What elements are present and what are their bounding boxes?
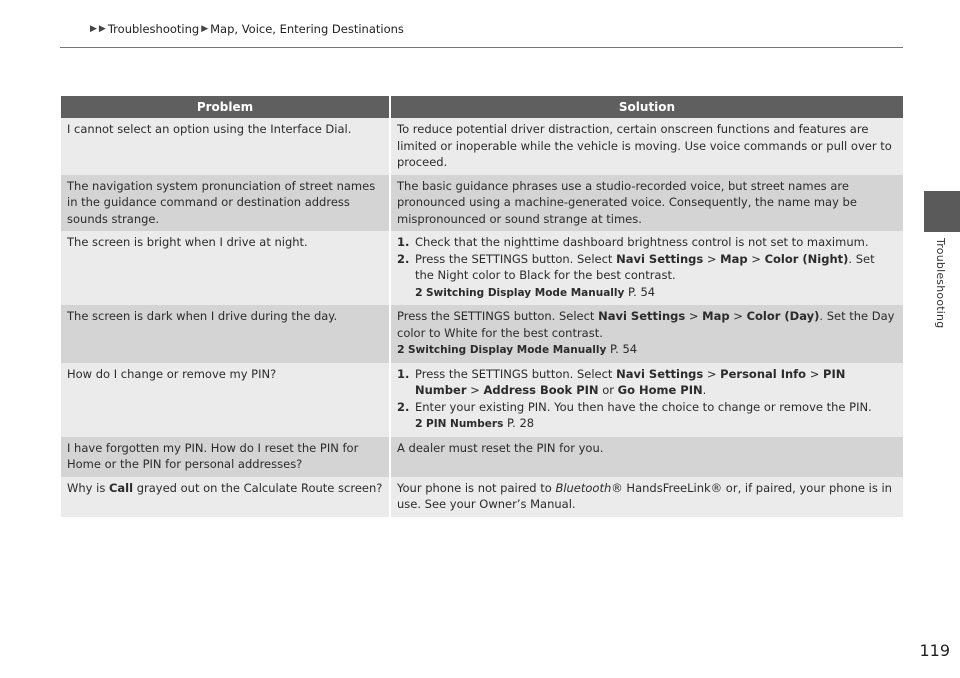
column-header-problem: Problem	[61, 96, 390, 118]
problem-cell: I cannot select an option using the Interface Dial.	[61, 118, 390, 175]
solution-cell	[390, 363, 903, 437]
solution-cell	[390, 231, 903, 305]
solution-text: Press the SETTINGS button. Select Navi Settings > Map > Color (Day). Set the Day color to White for the best contrast.	[397, 309, 895, 340]
solution-step	[397, 251, 897, 284]
step-text: Press the SETTINGS button. Select Navi Settings > Map > Color (Night). Set the Night color to Black for the best contrast.	[415, 251, 875, 282]
table-row	[61, 305, 903, 363]
table-header-row	[61, 96, 903, 118]
reference-page: P. 54	[606, 342, 638, 356]
solution-step	[397, 234, 897, 251]
solution-cell: To reduce potential driver distraction, certain onscreen functions and features are limited or inoperable while the vehicle is moving. Use voice commands or pull over to proceed.	[390, 118, 903, 175]
reference-arrow-icon: 2	[397, 343, 405, 356]
cross-reference-link[interactable]	[397, 341, 897, 359]
breadcrumb-arrow-icon: ▶	[201, 24, 209, 34]
column-header-solution: Solution	[390, 96, 903, 118]
solution-step	[397, 366, 897, 399]
step-number: 2.	[397, 251, 410, 266]
problem-cell: I have forgotten my PIN. How do I reset the PIN for Home or the PIN for personal addresses?	[61, 437, 390, 477]
reference-page: P. 28	[503, 416, 535, 430]
problem-cell: The screen is dark when I drive during the day.	[61, 305, 390, 363]
solution-cell: A dealer must reset the PIN for you.	[390, 437, 903, 477]
solution-step	[397, 399, 897, 416]
section-tab-label: Troubleshooting	[934, 238, 947, 329]
table-row	[61, 175, 903, 232]
problem-cell: How do I change or remove my PIN?	[61, 363, 390, 437]
breadcrumb-arrow-icon: ▶	[98, 24, 106, 34]
step-number: 1.	[397, 366, 410, 381]
table-row	[61, 363, 903, 437]
reference-title: Switching Display Mode Manually	[426, 286, 625, 299]
breadcrumb-section: Troubleshooting	[107, 22, 200, 36]
solution-cell: The basic guidance phrases use a studio-recorded voice, but street names are pronounced using a machine-generated voice. Consequently, the name may be mispronounced or sound strange at times.	[390, 175, 903, 232]
problem-cell: The navigation system pronunciation of street names in the guidance command or destination address sounds strange.	[61, 175, 390, 232]
table-row	[61, 118, 903, 175]
table-row	[61, 437, 903, 477]
table-row	[61, 477, 903, 517]
step-text: Press the SETTINGS button. Select Navi Settings > Personal Info > PIN Number > Address Book PIN or Go Home PIN.	[415, 366, 846, 397]
reference-page: P. 54	[624, 284, 656, 299]
page-number: 119	[919, 641, 950, 660]
step-text: Check that the nighttime dashboard brightness control is not set to maximum.	[415, 235, 869, 249]
step-text: Enter your existing PIN. You then have the choice to change or remove the PIN.	[415, 399, 872, 414]
cross-reference-link[interactable]	[397, 415, 897, 433]
step-number: 1.	[397, 235, 410, 249]
table-row	[61, 231, 903, 305]
solution-cell	[390, 305, 903, 363]
problem-cell: Why is Call grayed out on the Calculate Route screen?	[61, 477, 390, 517]
breadcrumb	[90, 22, 404, 36]
step-number: 2.	[397, 399, 410, 414]
problem-cell: The screen is bright when I drive at night.	[61, 231, 390, 305]
breadcrumb-topic: Map, Voice, Entering Destinations	[210, 22, 404, 36]
reference-title: Switching Display Mode Manually	[408, 344, 607, 356]
breadcrumb-arrow-icon: ▶	[90, 24, 97, 34]
reference-title: PIN Numbers	[426, 418, 504, 430]
section-tab	[924, 191, 960, 232]
cross-reference-link[interactable]	[397, 284, 897, 302]
header-rule	[60, 47, 903, 48]
solution-cell: Your phone is not paired to Bluetooth® HandsFreeLink® or, if paired, your phone is in use. See your Owner’s Manual.	[390, 477, 903, 517]
reference-arrow-icon: 2	[415, 417, 423, 430]
reference-arrow-icon: 2	[415, 285, 423, 299]
troubleshooting-table	[61, 96, 903, 517]
